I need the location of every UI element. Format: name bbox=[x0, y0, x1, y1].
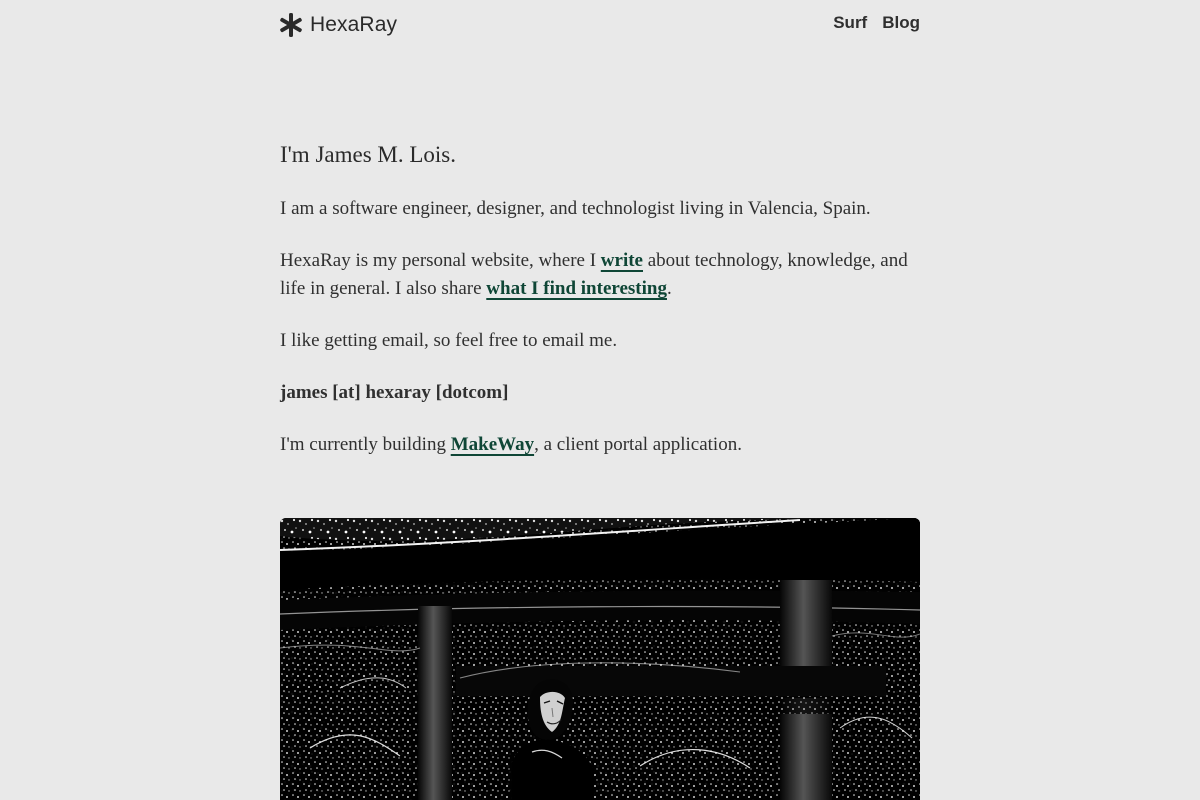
nav-link-surf[interactable]: Surf bbox=[833, 13, 868, 32]
main-nav bbox=[833, 12, 920, 34]
website-text-after: . bbox=[666, 278, 672, 299]
website-text-before: HexaRay is my personal website, where I bbox=[280, 250, 601, 271]
intro-paragraph-location: I am a software engineer, designer, and technologist living in Valencia, Spain. bbox=[280, 198, 871, 219]
intro-content bbox=[280, 139, 920, 459]
page-title: I'm James M. Lois. bbox=[280, 142, 456, 167]
site-header bbox=[280, 0, 920, 52]
email-invite-paragraph: I like getting email, so feel free to email me. bbox=[280, 330, 618, 351]
makeway-link[interactable]: MakeWay bbox=[450, 434, 535, 455]
nav-link-blog[interactable]: Blog bbox=[882, 13, 920, 32]
email-address: james [at] hexaray [dotcom] bbox=[280, 382, 509, 403]
write-link[interactable]: write bbox=[600, 250, 643, 271]
website-text-middle: about technology, knowledge, and life in general. I also share bbox=[280, 250, 908, 299]
intro-paragraph-website bbox=[280, 247, 920, 303]
portrait-photo bbox=[280, 518, 920, 800]
asterisk-icon bbox=[280, 13, 302, 37]
brand-link[interactable] bbox=[280, 12, 397, 38]
interesting-link[interactable]: what I find interesting bbox=[486, 278, 667, 299]
brand-name: HexaRay bbox=[310, 13, 398, 36]
project-text-before: I'm currently building bbox=[280, 434, 451, 455]
project-text-after: , a client portal application. bbox=[534, 434, 742, 455]
current-project-paragraph bbox=[280, 431, 920, 459]
